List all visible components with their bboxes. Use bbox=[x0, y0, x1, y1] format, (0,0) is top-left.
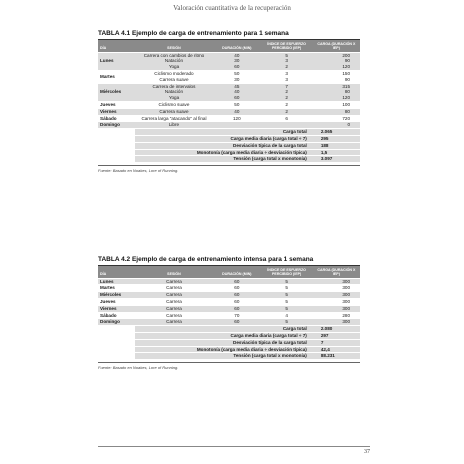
session-cell: Carrera bbox=[135, 292, 214, 299]
rpe-cell: 5 bbox=[260, 305, 312, 312]
table-row bbox=[98, 278, 360, 285]
summary-spacer bbox=[98, 333, 135, 340]
session-cell: Carrera suave bbox=[135, 77, 214, 83]
duration-cell: 40 bbox=[213, 108, 260, 115]
summary-row bbox=[98, 346, 360, 353]
day-cell: Martes bbox=[98, 71, 135, 84]
session-cell: Ciclismo moderado bbox=[135, 71, 214, 77]
day-cell: Domingo bbox=[98, 122, 135, 129]
page-number: 37 bbox=[364, 449, 370, 455]
summary-row bbox=[98, 129, 360, 136]
rpe-cell: 6 bbox=[260, 115, 312, 122]
summary-row bbox=[98, 353, 360, 359]
rpe-cell: 3 bbox=[260, 71, 312, 77]
session-cell: Carrera de intervalos bbox=[135, 83, 214, 89]
summary-row bbox=[98, 156, 360, 162]
rpe-cell: 2 bbox=[260, 64, 312, 70]
footer-rule bbox=[98, 446, 370, 447]
rpe-cell: 5 bbox=[260, 278, 312, 285]
day-cell: Sábado bbox=[98, 115, 135, 122]
rpe-cell: 3 bbox=[260, 77, 312, 83]
rpe-cell: 5 bbox=[260, 299, 312, 306]
load-cell: 200 bbox=[313, 52, 360, 58]
summary-label: Carga total bbox=[135, 129, 313, 136]
summary-row bbox=[98, 326, 360, 333]
rpe-cell: 4 bbox=[260, 312, 312, 319]
load-cell: 90 bbox=[313, 58, 360, 64]
session-cell: Carrera bbox=[135, 278, 214, 285]
col-header-session: SESIÓN bbox=[135, 266, 214, 278]
duration-cell: 120 bbox=[213, 115, 260, 122]
summary-label: Monotonía (carga media diaria ÷ desviación típica) bbox=[135, 346, 313, 353]
table-row bbox=[98, 102, 360, 109]
table-caption: TABLA 4.2 Ejemplo de carga de entrenamiento intensa para 1 semana bbox=[98, 256, 360, 266]
summary-value: 2.065 bbox=[313, 129, 360, 136]
duration-cell: 60 bbox=[213, 95, 260, 101]
summary-value: 295 bbox=[313, 135, 360, 142]
rpe-cell: 5 bbox=[260, 292, 312, 299]
load-cell: 120 bbox=[313, 64, 360, 70]
session-cell: Carrera bbox=[135, 299, 214, 306]
table-summary bbox=[98, 326, 360, 359]
summary-label: Monotonía (carga media diaria ÷ desviación típica) bbox=[135, 149, 313, 156]
rpe-cell: 5 bbox=[260, 285, 312, 292]
load-cell: 120 bbox=[313, 95, 360, 101]
summary-label: Desviación típica de la carga total bbox=[135, 339, 313, 346]
summary-label: Carga media diaria (carga total ÷ 7) bbox=[135, 333, 313, 340]
duration-cell bbox=[213, 122, 260, 129]
summary-value: 88.231 bbox=[313, 353, 360, 359]
source-prefix: Fuente: bbox=[98, 365, 113, 371]
summary-value: 297 bbox=[313, 333, 360, 340]
day-cell: Miércoles bbox=[98, 83, 135, 101]
table-header-row bbox=[98, 40, 360, 52]
summary-value: 42,4 bbox=[313, 346, 360, 353]
training-load-table bbox=[98, 40, 360, 162]
table-row bbox=[98, 305, 360, 312]
duration-cell: 30 bbox=[213, 58, 260, 64]
duration-cell: 40 bbox=[213, 52, 260, 58]
summary-value: 1,5 bbox=[313, 149, 360, 156]
load-cell: 300 bbox=[313, 292, 360, 299]
source-text: Basado en Noakes, Lore of Running. bbox=[112, 365, 179, 371]
rpe-cell: 2 bbox=[260, 95, 312, 101]
rpe-cell: 2 bbox=[260, 102, 312, 109]
load-cell: 80 bbox=[313, 89, 360, 95]
load-cell: 150 bbox=[313, 71, 360, 77]
summary-row bbox=[98, 149, 360, 156]
day-cell: Viernes bbox=[98, 108, 135, 115]
rpe-cell bbox=[260, 122, 312, 129]
session-cell: Natación bbox=[135, 89, 214, 95]
table-summary bbox=[98, 129, 360, 162]
session-cell: Natación bbox=[135, 58, 214, 64]
load-cell: 280 bbox=[313, 312, 360, 319]
load-cell: 0 bbox=[313, 122, 360, 129]
table-row bbox=[98, 115, 360, 122]
summary-row bbox=[98, 339, 360, 346]
rpe-cell: 2 bbox=[260, 108, 312, 115]
table-source bbox=[98, 165, 360, 173]
table-row bbox=[98, 285, 360, 292]
session-cell: Yoga bbox=[135, 64, 214, 70]
table-row bbox=[98, 108, 360, 115]
load-cell: 300 bbox=[313, 299, 360, 306]
summary-spacer bbox=[98, 156, 135, 162]
col-header-day: DÍA bbox=[98, 266, 135, 278]
summary-spacer bbox=[98, 142, 135, 149]
session-cell: Carrera bbox=[135, 285, 214, 292]
load-cell: 80 bbox=[313, 108, 360, 115]
summary-row bbox=[98, 135, 360, 142]
duration-cell: 45 bbox=[213, 83, 260, 89]
load-cell: 300 bbox=[313, 285, 360, 292]
book-page bbox=[84, 0, 380, 464]
col-header-session: SESIÓN bbox=[135, 40, 214, 52]
table-4-1 bbox=[98, 30, 360, 173]
source-prefix: Fuente: bbox=[98, 168, 113, 174]
summary-value: 7 bbox=[313, 339, 360, 346]
load-cell: 300 bbox=[313, 319, 360, 326]
load-cell: 315 bbox=[313, 83, 360, 89]
col-header-duration: DURACIÓN (MIN) bbox=[213, 40, 260, 52]
summary-spacer bbox=[98, 346, 135, 353]
day-cell: Jueves bbox=[98, 299, 135, 306]
table-header-row bbox=[98, 266, 360, 278]
duration-cell: 60 bbox=[213, 319, 260, 326]
rpe-cell: 3 bbox=[260, 58, 312, 64]
table-row bbox=[98, 122, 360, 129]
summary-spacer bbox=[98, 149, 135, 156]
summary-label: Tensión (carga total x monotonía) bbox=[135, 353, 313, 359]
session-cell: Carrera bbox=[135, 305, 214, 312]
summary-spacer bbox=[98, 326, 135, 333]
col-header-duration: DURACIÓN (MIN) bbox=[213, 266, 260, 278]
session-cell: Carrera suave bbox=[135, 108, 214, 115]
rpe-cell: 5 bbox=[260, 319, 312, 326]
col-header-day: DÍA bbox=[98, 40, 135, 52]
summary-label: Carga media diaria (carga total ÷ 7) bbox=[135, 135, 313, 142]
session-cell: Ciclismo suave bbox=[135, 102, 214, 109]
rpe-cell: 7 bbox=[260, 83, 312, 89]
day-cell: Miércoles bbox=[98, 292, 135, 299]
col-header-load: CARGA (DURACIÓN X IEP) bbox=[313, 266, 360, 278]
table-4-2 bbox=[98, 256, 360, 370]
duration-cell: 70 bbox=[213, 312, 260, 319]
summary-value: 188 bbox=[313, 142, 360, 149]
summary-row bbox=[98, 142, 360, 149]
table-row bbox=[98, 319, 360, 326]
col-header-rpe: ÍNDICE DE ESFUERZO PERCIBIDO (IEP) bbox=[260, 266, 312, 278]
load-cell: 720 bbox=[313, 115, 360, 122]
source-text: Basado en Noakes, Lore of Running. bbox=[112, 168, 179, 174]
table-row bbox=[98, 312, 360, 319]
summary-row bbox=[98, 333, 360, 340]
duration-cell: 60 bbox=[213, 292, 260, 299]
day-cell: Jueves bbox=[98, 102, 135, 109]
duration-cell: 40 bbox=[213, 89, 260, 95]
summary-spacer bbox=[98, 135, 135, 142]
day-cell: Lunes bbox=[98, 278, 135, 285]
load-cell: 100 bbox=[313, 102, 360, 109]
summary-value: 2.080 bbox=[313, 326, 360, 333]
table-caption: TABLA 4.1 Ejemplo de carga de entrenamiento para 1 semana bbox=[98, 30, 360, 40]
running-head: Valoración cuantitativa de la recuperación bbox=[173, 4, 291, 12]
duration-cell: 60 bbox=[213, 285, 260, 292]
training-load-table bbox=[98, 266, 360, 359]
rpe-cell: 2 bbox=[260, 89, 312, 95]
load-cell: 90 bbox=[313, 77, 360, 83]
day-cell: Lunes bbox=[98, 52, 135, 70]
summary-label: Desviación típica de la carga total bbox=[135, 142, 313, 149]
session-cell: Libre bbox=[135, 122, 214, 129]
duration-cell: 30 bbox=[213, 77, 260, 83]
col-header-load: CARGA (DURACIÓN X IEP) bbox=[313, 40, 360, 52]
summary-label: Carga total bbox=[135, 326, 313, 333]
table-row bbox=[98, 292, 360, 299]
day-cell: Martes bbox=[98, 285, 135, 292]
load-cell: 300 bbox=[313, 278, 360, 285]
day-cell: Viernes bbox=[98, 305, 135, 312]
table-source bbox=[98, 362, 360, 370]
duration-cell: 60 bbox=[213, 305, 260, 312]
session-cell: Carrera bbox=[135, 319, 214, 326]
day-cell: Sábado bbox=[98, 312, 135, 319]
duration-cell: 60 bbox=[213, 299, 260, 306]
session-cell: Yoga bbox=[135, 95, 214, 101]
day-cell: Domingo bbox=[98, 319, 135, 326]
col-header-rpe: ÍNDICE DE ESFUERZO PERCIBIDO (IEP) bbox=[260, 40, 312, 52]
table-body bbox=[98, 278, 360, 326]
table-body bbox=[98, 52, 360, 129]
duration-cell: 60 bbox=[213, 64, 260, 70]
session-cell: Carrera bbox=[135, 312, 214, 319]
duration-cell: 50 bbox=[213, 71, 260, 77]
summary-spacer bbox=[98, 129, 135, 136]
duration-cell: 50 bbox=[213, 102, 260, 109]
session-cell: Carrera con cambios de ritmo bbox=[135, 52, 214, 58]
rpe-cell: 5 bbox=[260, 52, 312, 58]
summary-spacer bbox=[98, 353, 135, 359]
summary-label: Tensión (carga total x monotonía) bbox=[135, 156, 313, 162]
session-cell: Carrera larga "atacando" al final bbox=[135, 115, 214, 122]
summary-value: 3.097 bbox=[313, 156, 360, 162]
load-cell: 300 bbox=[313, 305, 360, 312]
duration-cell: 60 bbox=[213, 278, 260, 285]
table-row bbox=[98, 299, 360, 306]
summary-spacer bbox=[98, 339, 135, 346]
